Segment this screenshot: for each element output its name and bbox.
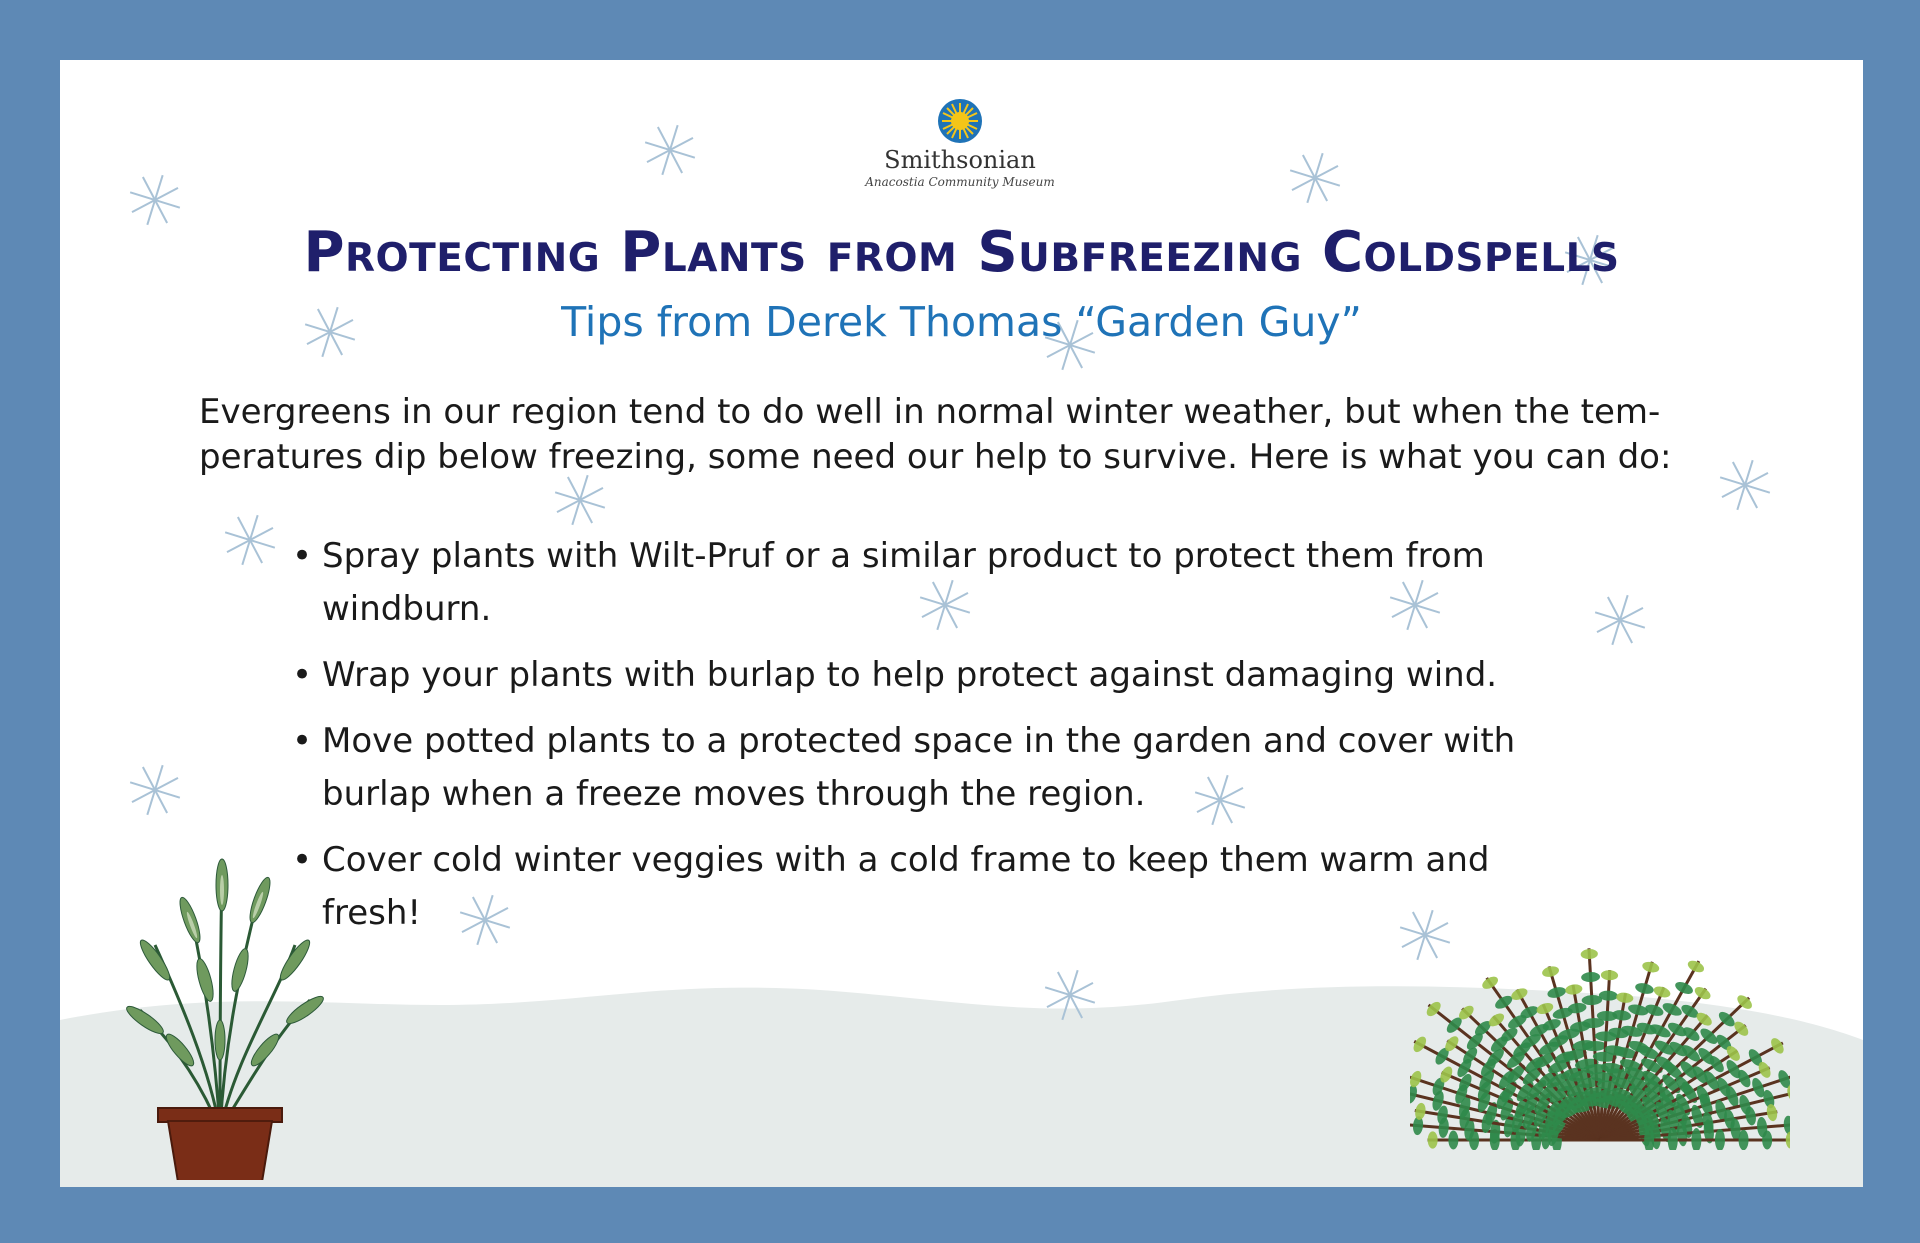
snowflake-icon bbox=[1045, 970, 1095, 1020]
page-title: Protecting Plants from Subfreezing Coldspells bbox=[303, 220, 1620, 285]
smithsonian-logo bbox=[790, 98, 1130, 189]
tip-text: Move potted plants to a protected space in the garden and cover with burlap when a freeze moves through the region. bbox=[322, 721, 1516, 814]
sun-icon bbox=[937, 98, 983, 144]
snowflake-icon bbox=[555, 475, 605, 525]
evergreen-shrub-illustration bbox=[1410, 890, 1790, 1150]
intro-paragraph: Evergreens in our region tend to do well in normal winter weather, but when the tem- peratures dip below freezing, some need our help to survive. Here is what you can do: bbox=[199, 392, 1672, 477]
snowflake-icon bbox=[1290, 153, 1340, 203]
bullet: • bbox=[292, 721, 313, 761]
snowflake-icon bbox=[1595, 595, 1645, 645]
logo-name: Smithsonian bbox=[884, 146, 1036, 174]
tip-text: Spray plants with Wilt-Pruf or a similar product to protect them from windburn. bbox=[322, 536, 1485, 629]
tip-text: Wrap your plants with burlap to help protect against damaging wind. bbox=[322, 655, 1498, 695]
page-subtitle: Tips from Derek Thomas “Garden Guy” bbox=[561, 298, 1362, 346]
logo-subtitle: Anacostia Community Museum bbox=[865, 175, 1055, 189]
list-item bbox=[290, 715, 1570, 821]
tips-list bbox=[290, 530, 1570, 953]
poster-card bbox=[60, 60, 1863, 1187]
snowflake-icon bbox=[130, 175, 180, 225]
list-item bbox=[290, 649, 1570, 702]
snowflake-icon bbox=[225, 515, 275, 565]
potted-plant-illustration bbox=[110, 850, 330, 1180]
snowflake-icon bbox=[130, 765, 180, 815]
snowflake-icon bbox=[645, 125, 695, 175]
bullet: • bbox=[292, 840, 313, 880]
bullet: • bbox=[292, 655, 313, 695]
list-item bbox=[290, 530, 1570, 636]
tip-text: Cover cold winter veggies with a cold frame to keep them warm and fresh! bbox=[322, 840, 1490, 933]
list-item bbox=[290, 834, 1570, 940]
bullet: • bbox=[292, 536, 313, 576]
